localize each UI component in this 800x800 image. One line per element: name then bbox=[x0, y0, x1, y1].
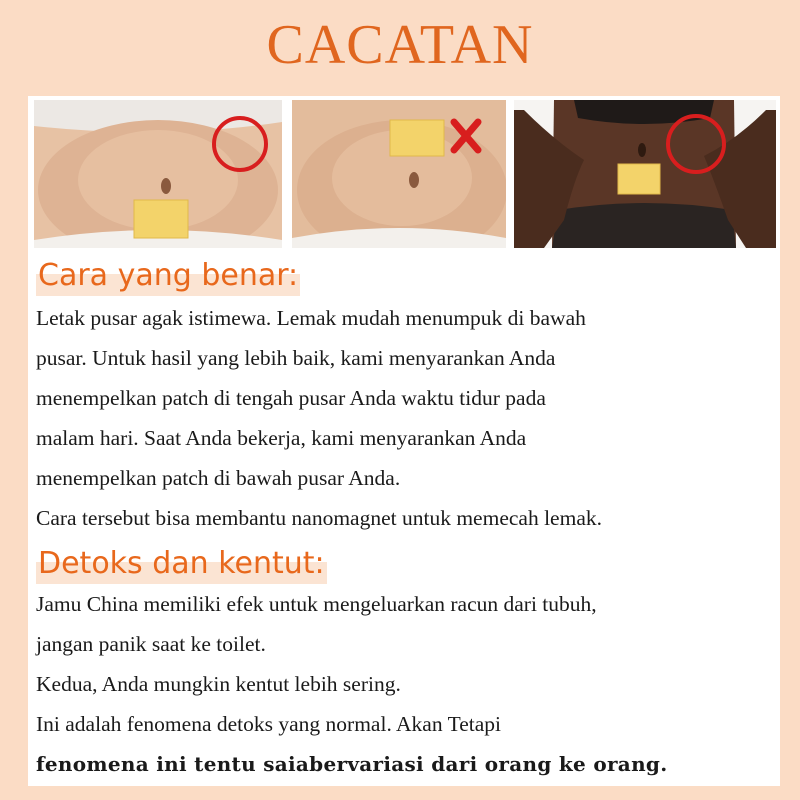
body-line: fenomena ini tentu saiabervariasi dari orang ke orang. bbox=[36, 752, 668, 776]
page-title: CACATAN bbox=[266, 14, 534, 76]
body-line: Letak pusar agak istimewa. Lemak mudah menumpuk di bawah bbox=[36, 306, 586, 330]
navel-icon bbox=[409, 172, 419, 188]
section-heading-correct-way: Cara yang benar: bbox=[36, 256, 300, 296]
navel-icon bbox=[638, 143, 646, 157]
photo-patch-wrong bbox=[292, 100, 506, 248]
section-body-correct-way bbox=[36, 298, 781, 538]
patch-icon bbox=[390, 120, 444, 156]
body-line: menempelkan patch di tengah pusar Anda waktu tidur pada bbox=[36, 386, 546, 410]
body-line: Ini adalah fenomena detoks yang normal. Akan Tetapi bbox=[36, 712, 501, 736]
body-line: malam hari. Saat Anda bekerja, kami menyarankan Anda bbox=[36, 426, 527, 450]
body-line: Jamu China memiliki efek untuk mengeluarkan racun dari tubuh, bbox=[36, 592, 597, 616]
body-line: Cara tersebut bisa membantu nanomagnet untuk memecah lemak. bbox=[36, 506, 602, 530]
body-line: jangan panik saat ke toilet. bbox=[36, 632, 266, 656]
content-panel bbox=[28, 96, 780, 786]
patch-icon bbox=[618, 164, 660, 194]
body-line: menempelkan patch di bawah pusar Anda. bbox=[36, 466, 401, 490]
section-heading-detox: Detoks dan kentut: bbox=[36, 544, 327, 584]
patch-icon bbox=[134, 200, 188, 238]
body-line: Kedua, Anda mungkin kentut lebih sering. bbox=[36, 672, 401, 696]
body-line: pusar. Untuk hasil yang lebih baik, kami menyarankan Anda bbox=[36, 346, 556, 370]
navel-icon bbox=[161, 178, 171, 194]
photo-patch-hands bbox=[514, 100, 776, 248]
photo-patch-below-navel bbox=[34, 100, 282, 248]
section-body-detox bbox=[36, 584, 781, 784]
